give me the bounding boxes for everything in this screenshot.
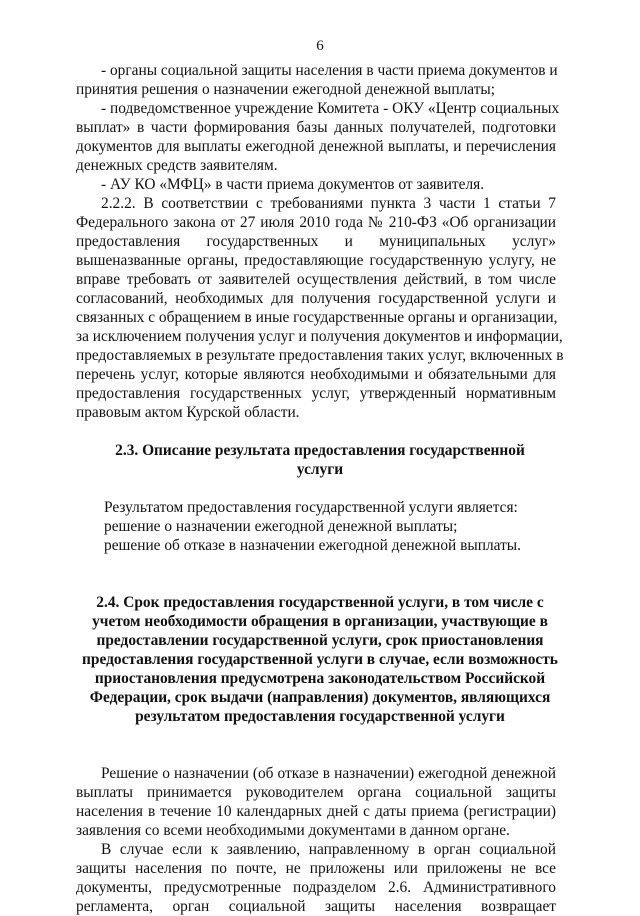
paragraph-line: 2.2.2. В соответствии с требованиями пункта 3 части 1 статьи 7 [101, 195, 556, 212]
paragraph-line: защиты населения по почте, не приложены или приложены не все [76, 860, 556, 877]
page-number: 6 [316, 38, 324, 54]
result-line: решение о назначении ежегодной денежной выплаты; [104, 518, 458, 535]
paragraph-line: Федерального закона от 27 июля 2010 года № 210-ФЗ «Об организации [76, 214, 556, 231]
paragraph-line: В случае если к заявлению, направленному в орган социальной [101, 841, 556, 858]
heading-line: предоставления государственной услуги в случае, если возможность [82, 651, 558, 668]
heading-line: учетом необходимости обращения в организации, участвующие в [92, 613, 548, 630]
paragraph-line: согласований, необходимых для получения государственной услуги и [76, 290, 556, 307]
paragraph-line: - АУ КО «МФЦ» в части приема документов от заявителя. [101, 176, 485, 193]
heading-line: результатом предоставления государственной услуги [135, 708, 505, 725]
paragraph-line: за исключением получения услуг и получения документов и информации, [76, 328, 563, 345]
paragraph-line: перечень услуг, которые являются необходимыми и обязательными для [76, 366, 556, 383]
paragraph-line: связанных с обращением в иные государственные органы и организации, [76, 309, 558, 326]
paragraph-line: населения в течение 10 календарных дней с даты приема (регистрации) [76, 803, 556, 820]
paragraph-line: регламента, орган социальной защиты населения возвращает [76, 898, 556, 915]
result-line: Результатом предоставления государственной услуги является: [104, 499, 518, 516]
paragraph-line: - органы социальной защиты населения в части приема документов и [101, 62, 558, 79]
paragraph-line: - подведомственное учреждение Комитета - ОКУ «Центр социальных [101, 100, 560, 117]
heading-line: услуги [296, 461, 344, 478]
heading-line: предоставлении государственной услуги, срок приостановления [96, 632, 544, 649]
paragraph-line: выплаты принимается руководителем органа социальной защиты [76, 784, 556, 801]
paragraph-line: выплат» в части формирования базы данных получателей, подготовки [76, 119, 556, 136]
paragraph-line: предоставляемых в результате предоставления таких услуг, включенных в [76, 347, 564, 364]
paragraph-line: вправе требовать от заявителей осуществления действий, в том числе [76, 271, 556, 288]
paragraph-line: денежных средств заявителям. [76, 157, 278, 174]
heading-line: 2.3. Описание результата предоставления государственной [115, 442, 525, 459]
paragraph-line: вышеназванные органы, предоставляющие государственную услугу, не [76, 252, 556, 269]
heading-line: 2.4. Срок предоставления государственной услуги, в том числе с [96, 594, 544, 611]
paragraph-line: документы, предусмотренные подразделом 2.6. Административного [76, 879, 556, 896]
heading-line: Федерации, срок выдачи (направления) документов, являющихся [89, 689, 551, 706]
paragraph-line: правовым актом Курской области. [76, 404, 300, 421]
paragraph-line: предоставления государственных услуг, утвержденный нормативным [76, 385, 556, 402]
paragraph-line: принятия решения о назначении ежегодной денежной выплаты; [76, 81, 496, 98]
paragraph-line: заявления со всеми необходимыми документами в данном органе. [76, 822, 510, 839]
paragraph-line: документов для выплаты ежегодной денежной выплаты, и перечисления [76, 138, 556, 155]
paragraph-line: предоставления государственных и муниципальных услуг» [76, 233, 556, 250]
heading-line: приостановления предусмотрена законодательством Российской [94, 670, 546, 687]
paragraph-line: Решение о назначении (об отказе в назначении) ежегодной денежной [101, 765, 556, 782]
result-line: решение об отказе в назначении ежегодной денежной выплаты. [104, 537, 521, 554]
